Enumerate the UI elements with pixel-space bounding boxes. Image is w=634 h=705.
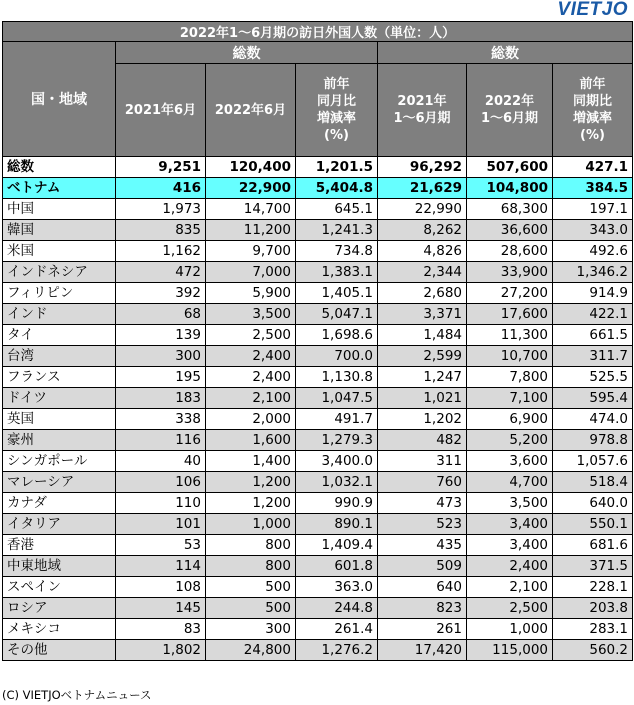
value-cell-h1-2021: 4,826: [378, 241, 467, 262]
value-cell-h1-2021: 96,292: [378, 157, 467, 178]
value-cell-monthly-change: 1,201.5: [296, 157, 378, 178]
value-cell-period-change: 371.5: [553, 556, 633, 577]
value-cell-jun-2022: 9,700: [206, 241, 296, 262]
value-cell-period-change: 283.1: [553, 619, 633, 640]
table-row: [3, 178, 633, 199]
table-row: [3, 388, 633, 409]
region-name-cell: ドイツ: [3, 388, 116, 409]
value-cell-jun-2022: 22,900: [206, 178, 296, 199]
region-name-cell: インド: [3, 304, 116, 325]
value-cell-period-change: 661.5: [553, 325, 633, 346]
value-cell-period-change: 474.0: [553, 409, 633, 430]
region-name-cell: スペイン: [3, 577, 116, 598]
value-cell-period-change: 518.4: [553, 472, 633, 493]
region-name-cell: シンガポール: [3, 451, 116, 472]
region-name-cell: メキシコ: [3, 619, 116, 640]
value-cell-monthly-change: 645.1: [296, 199, 378, 220]
value-cell-h1-2021: 261: [378, 619, 467, 640]
value-cell-jun-2022: 1,600: [206, 430, 296, 451]
table-row: [3, 451, 633, 472]
value-cell-h1-2022: 115,000: [467, 640, 553, 661]
value-cell-h1-2021: 22,990: [378, 199, 467, 220]
region-name-cell: 総数: [3, 157, 116, 178]
value-cell-monthly-change: 734.8: [296, 241, 378, 262]
value-cell-monthly-change: 1,032.1: [296, 472, 378, 493]
value-cell-jun-2021: 53: [116, 535, 206, 556]
value-cell-jun-2021: 1,802: [116, 640, 206, 661]
table-row: [3, 199, 633, 220]
value-cell-monthly-change: 1,383.1: [296, 262, 378, 283]
value-cell-h1-2022: 36,600: [467, 220, 553, 241]
region-name-cell: タイ: [3, 325, 116, 346]
value-cell-jun-2021: 338: [116, 409, 206, 430]
value-cell-h1-2022: 2,400: [467, 556, 553, 577]
value-cell-monthly-change: 3,400.0: [296, 451, 378, 472]
value-cell-h1-2022: 7,100: [467, 388, 553, 409]
value-cell-h1-2022: 6,900: [467, 409, 553, 430]
value-cell-period-change: 681.6: [553, 535, 633, 556]
table-row: [3, 493, 633, 514]
value-cell-monthly-change: 700.0: [296, 346, 378, 367]
value-cell-jun-2022: 500: [206, 577, 296, 598]
table-row: [3, 367, 633, 388]
value-cell-h1-2021: 640: [378, 577, 467, 598]
table-row: [3, 220, 633, 241]
value-cell-period-change: 640.0: [553, 493, 633, 514]
value-cell-jun-2022: 14,700: [206, 199, 296, 220]
value-cell-h1-2021: 2,680: [378, 283, 467, 304]
value-cell-h1-2022: 507,600: [467, 157, 553, 178]
value-cell-jun-2022: 1,000: [206, 514, 296, 535]
value-cell-h1-2022: 3,400: [467, 514, 553, 535]
value-cell-jun-2021: 145: [116, 598, 206, 619]
value-cell-h1-2022: 5,200: [467, 430, 553, 451]
region-name-cell: フィリピン: [3, 283, 116, 304]
value-cell-jun-2021: 392: [116, 283, 206, 304]
value-cell-monthly-change: 990.9: [296, 493, 378, 514]
table-row: [3, 283, 633, 304]
value-cell-period-change: 427.1: [553, 157, 633, 178]
value-cell-jun-2022: 2,500: [206, 325, 296, 346]
table-row: [3, 430, 633, 451]
group-header-halfyear: 総数: [378, 42, 633, 64]
value-cell-h1-2021: 760: [378, 472, 467, 493]
table-row: [3, 304, 633, 325]
value-cell-jun-2022: 2,400: [206, 367, 296, 388]
table-title: 2022年1～6月期の訪日外国人数（単位：人）: [3, 22, 633, 42]
group-header-monthly: 総数: [116, 42, 378, 64]
value-cell-monthly-change: 491.7: [296, 409, 378, 430]
value-cell-period-change: 311.7: [553, 346, 633, 367]
value-cell-period-change: 343.0: [553, 220, 633, 241]
value-cell-monthly-change: 244.8: [296, 598, 378, 619]
value-cell-jun-2022: 120,400: [206, 157, 296, 178]
value-cell-jun-2021: 472: [116, 262, 206, 283]
region-name-cell: 米国: [3, 241, 116, 262]
region-name-cell: その他: [3, 640, 116, 661]
copyright-credit: (C) VIETJOベトナムニュース: [2, 688, 152, 702]
value-cell-jun-2022: 2,400: [206, 346, 296, 367]
value-cell-monthly-change: 1,047.5: [296, 388, 378, 409]
value-cell-period-change: 550.1: [553, 514, 633, 535]
value-cell-jun-2022: 24,800: [206, 640, 296, 661]
value-cell-jun-2022: 800: [206, 535, 296, 556]
value-cell-h1-2021: 473: [378, 493, 467, 514]
table-row: [3, 598, 633, 619]
value-cell-h1-2021: 8,262: [378, 220, 467, 241]
value-cell-period-change: 1,057.6: [553, 451, 633, 472]
value-cell-h1-2021: 1,247: [378, 367, 467, 388]
value-cell-jun-2021: 110: [116, 493, 206, 514]
value-cell-period-change: 203.8: [553, 598, 633, 619]
table-row: [3, 157, 633, 178]
table-row: [3, 619, 633, 640]
value-cell-h1-2022: 68,300: [467, 199, 553, 220]
value-cell-h1-2022: 28,600: [467, 241, 553, 262]
value-cell-monthly-change: 1,276.2: [296, 640, 378, 661]
value-cell-period-change: 978.8: [553, 430, 633, 451]
table-row: [3, 409, 633, 430]
region-name-cell: インドネシア: [3, 262, 116, 283]
value-cell-h1-2022: 10,700: [467, 346, 553, 367]
region-column-header: 国・地域: [3, 42, 116, 157]
column-header-2022-h1: 2022年 1～6月期: [467, 64, 553, 157]
value-cell-period-change: 492.6: [553, 241, 633, 262]
value-cell-h1-2022: 1,000: [467, 619, 553, 640]
region-name-cell: 中国: [3, 199, 116, 220]
table-row: [3, 241, 633, 262]
value-cell-period-change: 525.5: [553, 367, 633, 388]
value-cell-jun-2022: 5,900: [206, 283, 296, 304]
value-cell-jun-2021: 1,973: [116, 199, 206, 220]
value-cell-monthly-change: 1,130.8: [296, 367, 378, 388]
region-name-cell: 香港: [3, 535, 116, 556]
vietjo-logo: VIETJO: [557, 0, 628, 20]
table-body: [3, 157, 633, 661]
region-name-cell: 中東地域: [3, 556, 116, 577]
value-cell-jun-2022: 1,200: [206, 472, 296, 493]
region-name-cell: カナダ: [3, 493, 116, 514]
table-row: [3, 262, 633, 283]
column-header-period-change: 前年 同期比 増減率 (%): [553, 64, 633, 157]
value-cell-monthly-change: 601.8: [296, 556, 378, 577]
value-cell-jun-2021: 68: [116, 304, 206, 325]
region-name-cell: ベトナム: [3, 178, 116, 199]
value-cell-jun-2022: 11,200: [206, 220, 296, 241]
value-cell-jun-2022: 500: [206, 598, 296, 619]
value-cell-monthly-change: 5,404.8: [296, 178, 378, 199]
value-cell-jun-2022: 300: [206, 619, 296, 640]
value-cell-h1-2022: 2,500: [467, 598, 553, 619]
value-cell-jun-2021: 106: [116, 472, 206, 493]
table-row: [3, 640, 633, 661]
value-cell-h1-2022: 7,800: [467, 367, 553, 388]
value-cell-period-change: 560.2: [553, 640, 633, 661]
value-cell-jun-2021: 835: [116, 220, 206, 241]
value-cell-h1-2021: 523: [378, 514, 467, 535]
value-cell-monthly-change: 1,279.3: [296, 430, 378, 451]
value-cell-monthly-change: 1,241.3: [296, 220, 378, 241]
table-row: [3, 514, 633, 535]
value-cell-monthly-change: 1,405.1: [296, 283, 378, 304]
value-cell-jun-2021: 83: [116, 619, 206, 640]
value-cell-jun-2021: 101: [116, 514, 206, 535]
value-cell-jun-2021: 40: [116, 451, 206, 472]
value-cell-period-change: 1,346.2: [553, 262, 633, 283]
value-cell-h1-2021: 435: [378, 535, 467, 556]
value-cell-period-change: 384.5: [553, 178, 633, 199]
value-cell-jun-2021: 416: [116, 178, 206, 199]
value-cell-jun-2021: 183: [116, 388, 206, 409]
value-cell-h1-2021: 2,599: [378, 346, 467, 367]
value-cell-h1-2021: 2,344: [378, 262, 467, 283]
column-header-2021-h1: 2021年 1～6月期: [378, 64, 467, 157]
region-name-cell: 韓国: [3, 220, 116, 241]
value-cell-monthly-change: 1,698.6: [296, 325, 378, 346]
value-cell-jun-2022: 7,000: [206, 262, 296, 283]
value-cell-monthly-change: 1,409.4: [296, 535, 378, 556]
value-cell-monthly-change: 261.4: [296, 619, 378, 640]
value-cell-jun-2021: 114: [116, 556, 206, 577]
value-cell-h1-2022: 3,600: [467, 451, 553, 472]
value-cell-h1-2021: 823: [378, 598, 467, 619]
value-cell-jun-2022: 1,400: [206, 451, 296, 472]
value-cell-h1-2022: 3,500: [467, 493, 553, 514]
value-cell-h1-2021: 17,420: [378, 640, 467, 661]
region-name-cell: マレーシア: [3, 472, 116, 493]
value-cell-h1-2022: 2,100: [467, 577, 553, 598]
value-cell-h1-2021: 1,202: [378, 409, 467, 430]
region-name-cell: 英国: [3, 409, 116, 430]
value-cell-monthly-change: 890.1: [296, 514, 378, 535]
region-name-cell: イタリア: [3, 514, 116, 535]
table-row: [3, 472, 633, 493]
value-cell-h1-2021: 482: [378, 430, 467, 451]
value-cell-period-change: 228.1: [553, 577, 633, 598]
value-cell-h1-2022: 104,800: [467, 178, 553, 199]
table-row: [3, 556, 633, 577]
value-cell-jun-2021: 116: [116, 430, 206, 451]
visitor-statistics-table: [2, 21, 633, 661]
region-name-cell: ロシア: [3, 598, 116, 619]
value-cell-monthly-change: 363.0: [296, 577, 378, 598]
value-cell-jun-2021: 139: [116, 325, 206, 346]
value-cell-jun-2022: 1,200: [206, 493, 296, 514]
value-cell-period-change: 914.9: [553, 283, 633, 304]
value-cell-h1-2021: 509: [378, 556, 467, 577]
value-cell-h1-2021: 3,371: [378, 304, 467, 325]
column-header-monthly-change: 前年 同月比 増減率 (%): [296, 64, 378, 157]
value-cell-h1-2022: 33,900: [467, 262, 553, 283]
value-cell-h1-2022: 4,700: [467, 472, 553, 493]
value-cell-monthly-change: 5,047.1: [296, 304, 378, 325]
value-cell-period-change: 197.1: [553, 199, 633, 220]
table-row: [3, 325, 633, 346]
region-name-cell: フランス: [3, 367, 116, 388]
value-cell-period-change: 595.4: [553, 388, 633, 409]
value-cell-h1-2021: 311: [378, 451, 467, 472]
value-cell-jun-2021: 108: [116, 577, 206, 598]
value-cell-h1-2022: 11,300: [467, 325, 553, 346]
value-cell-jun-2021: 300: [116, 346, 206, 367]
table-row: [3, 577, 633, 598]
value-cell-jun-2022: 2,100: [206, 388, 296, 409]
value-cell-jun-2022: 2,000: [206, 409, 296, 430]
region-name-cell: 豪州: [3, 430, 116, 451]
value-cell-jun-2022: 800: [206, 556, 296, 577]
value-cell-jun-2022: 3,500: [206, 304, 296, 325]
value-cell-h1-2022: 17,600: [467, 304, 553, 325]
value-cell-jun-2021: 195: [116, 367, 206, 388]
table-row: [3, 535, 633, 556]
value-cell-jun-2021: 9,251: [116, 157, 206, 178]
value-cell-h1-2022: 3,400: [467, 535, 553, 556]
column-header-2022-june: 2022年6月: [206, 64, 296, 157]
value-cell-period-change: 422.1: [553, 304, 633, 325]
value-cell-h1-2022: 27,200: [467, 283, 553, 304]
column-header-2021-june: 2021年6月: [116, 64, 206, 157]
value-cell-h1-2021: 1,484: [378, 325, 467, 346]
value-cell-h1-2021: 1,021: [378, 388, 467, 409]
value-cell-h1-2021: 21,629: [378, 178, 467, 199]
value-cell-jun-2021: 1,162: [116, 241, 206, 262]
table-row: [3, 346, 633, 367]
region-name-cell: 台湾: [3, 346, 116, 367]
